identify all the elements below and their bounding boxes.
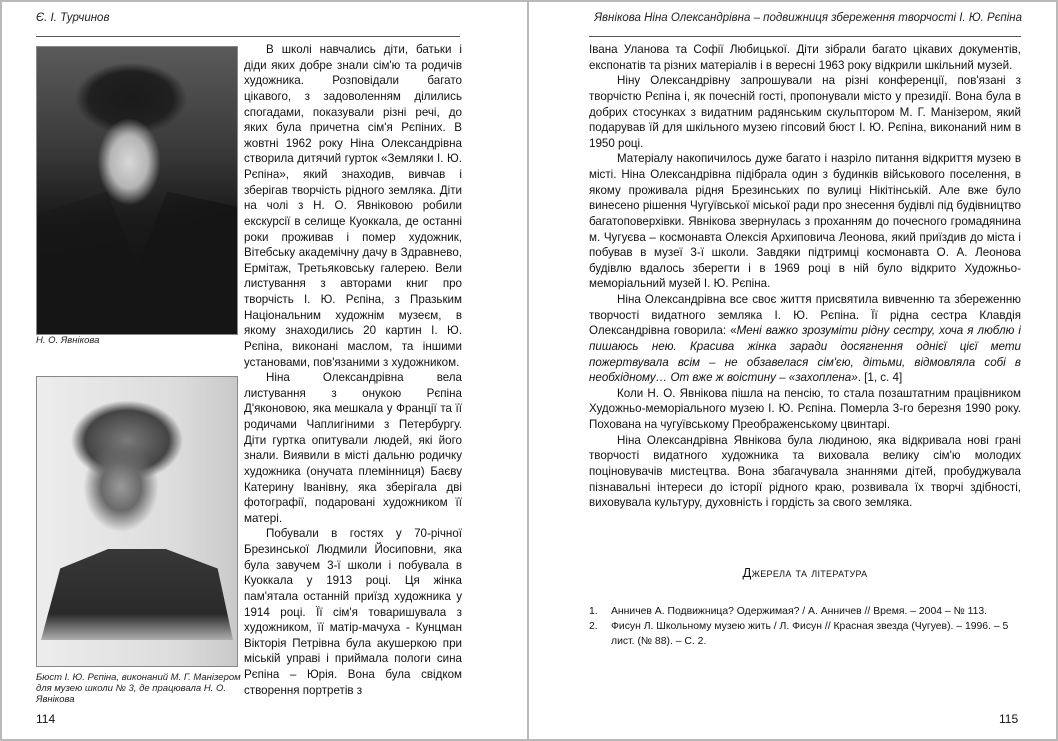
reference-text: Анничев А. Подвижница? Одержимая? / А. Анничев // Время. – 2004 – № 113. (611, 606, 988, 617)
reference-item (589, 604, 1021, 619)
reference-number: 2. (589, 621, 598, 632)
references-list (589, 604, 1021, 649)
page-number: 114 (36, 712, 56, 726)
body-text-column (244, 42, 462, 698)
left-page (2, 2, 527, 739)
paragraph: Івана Уланова та Софії Любицької. Діти зібрали багато цікавих документів, експонатів та різних матеріалів і в вересні 1963 року відкрили шкільний музей. (589, 43, 1021, 72)
reference-text: Фисун Л. Школьному музею жить / Л. Фисун // Красная звезда (Чугуев). – 1996. – 5 лист. (№ 88). – С. 2. (611, 621, 1009, 647)
bust-photo (36, 376, 238, 667)
body-text (589, 42, 1021, 511)
reference-number: 1. (589, 606, 598, 617)
running-head-author: Є. І. Турчинов (36, 12, 110, 24)
reference-item (589, 619, 1021, 649)
running-head-title: Явнікова Ніна Олександрівна – подвижниця збереження творчості І. Ю. Рєпіна (594, 12, 1022, 24)
references-heading: Джерела та література (742, 565, 868, 580)
paragraph: В школі навчались діти, батьки і діди яких добре знали сім'ю та родичів художника. Розповідали багато цікавого, з задоволенням ділились спогадами, показували різні речі, до яких була причетна сім'я Рєпіних. В жовтні 1962 року Ніна Олександрівна створила дитячий гурток «Земляки І. Ю. Рєпіна», який знаходив, вивчав і зберігав творчість рідного земляка. Діти на чолі з Н. О. Явніковою робили екскурсії в селище Куоккала, де останні роки проживав і помер художник, Вітебську академічну дачу в Здравнево, Ермітаж, Третьяковську галерею. Вели листування з авторами книг про творчість І. Ю. Рєпіна, з Празьким Національним художнім музеєм, в якому знаходились 20 картин І. Ю. Рєпіна, виконані маслом, та іншими установами, пов'язаними з художником. (244, 43, 462, 369)
paragraph-with-quote (589, 292, 1021, 386)
header-rule (589, 36, 1021, 37)
quote-lead: Ніна Олександрівна все своє життя присвятила вивченню та збереженню творчості видатного земляка І. Ю. Рєпіна. Її рідна сестра Клавдія Олександрівна говорила: « (589, 293, 1021, 338)
photo-caption: Бюст І. Ю. Рєпіна, виконаний М. Г. Манізером для музею школи № 3, де працювала Н. О. Явнікова (36, 672, 241, 705)
paragraph: Ніну Олександрівну запрошували на різні конференції, пов'язані з творчістю Рєпіна і, як почесній гості, пропонували місто у президії. Вона була в добрих стосунках з видатним радянським скульптором М. Г. Манізером, який подарував їй для шкільного музею гіпсовий бюст І. Ю. Рєпіна, виконаний ним в 1950 році. (589, 74, 1021, 150)
right-page (529, 2, 1056, 739)
header-rule (36, 36, 460, 37)
photo-caption: Н. О. Явнікова (36, 335, 100, 346)
paragraph: Ніна Олександрівна вела листування з онукою Рєпіна Д'яконовою, яка мешкала у Франції та її родичами Чаплигіними з Петербургу. Діти гуртка опитували людей, які його знали. Виявили в місті дальню родичку художника (онучата племінниця) Баєву Катерину Іванівну, яка зберігала дві фотографії, подаровані художником її матері. (244, 371, 462, 525)
paragraph: Побували в гостях у 70-річної Брезинської Людмили Йосиповни, яка була завучем 3-ї школи і побувала в Куоккала у 1913 році. Ця жінка пам'ятала останній приїзд художника у 1914 році. Її сім'я товаришувала з художником, її матір-мачуха - Кунцман Вікторія Петрівна була акушеркою при міській управі і приймала пологи сина Рєпіна – Юрія. Вона була свідком створення портретів з (244, 527, 462, 697)
paragraph: Матеріалу накопичилось дуже багато і назріло питання відкриття музею в місті. Ніна Олександрівна підібрала один з будинків військового поселення, в якому проживала рідня Брезинських по вулиці Нікітінській. Але вже було винесено рішення Чугуївської міської ради про знесення будівлі під будівництво багатоповерхівки. Явнікова звернулась з проханням до почесного громадянина м. Чугуєва – космонавта Олексія Архиповича Леонова, який приїздив до міста і побував в музеї 3-ї школи. Завдяки підтримці космонавта О. А. Леонова будівлю вдалось зберегти і в 1969 році в ній було відкрито Художньо-меморіальний музей І. Ю. Рєпіна. (589, 152, 1021, 291)
paragraph: Ніна Олександрівна Явнікова була людиною, яка відкривала нові грані творчості видатного художника та виховала велику сім'ю молодих поціновувачів мистецтва. Вона збагачувала знаннями дітей, пробуджувала пізнавальні інтереси до історії рідного краю, розвивала їх творчі здібності, виховувала культуру, духовність і гордість за свого земляка. (589, 433, 1021, 510)
quote-text: Мені важко зрозуміти рідну сестру, хоча я люблю і пишаюсь нею. Красива жінка заради досягнення однієї цієї мети пожертвувала всім – не обзавелася сім'єю, дітьми, відмовляла собі в необхідному… От вже ж воістину – «захоплена» (589, 324, 1021, 385)
citation: . [1, с. 4] (857, 371, 903, 385)
portrait-photo (36, 46, 238, 335)
paragraph: Коли Н. О. Явнікова пішла на пенсію, то стала позаштатним працівником Художньо-меморіального музею І. Ю. Рєпіна. Померла 3-го березня 1990 року. Похована на чугуївському Преображенському цвинтарі. (589, 386, 1021, 431)
page-number: 115 (999, 712, 1019, 726)
